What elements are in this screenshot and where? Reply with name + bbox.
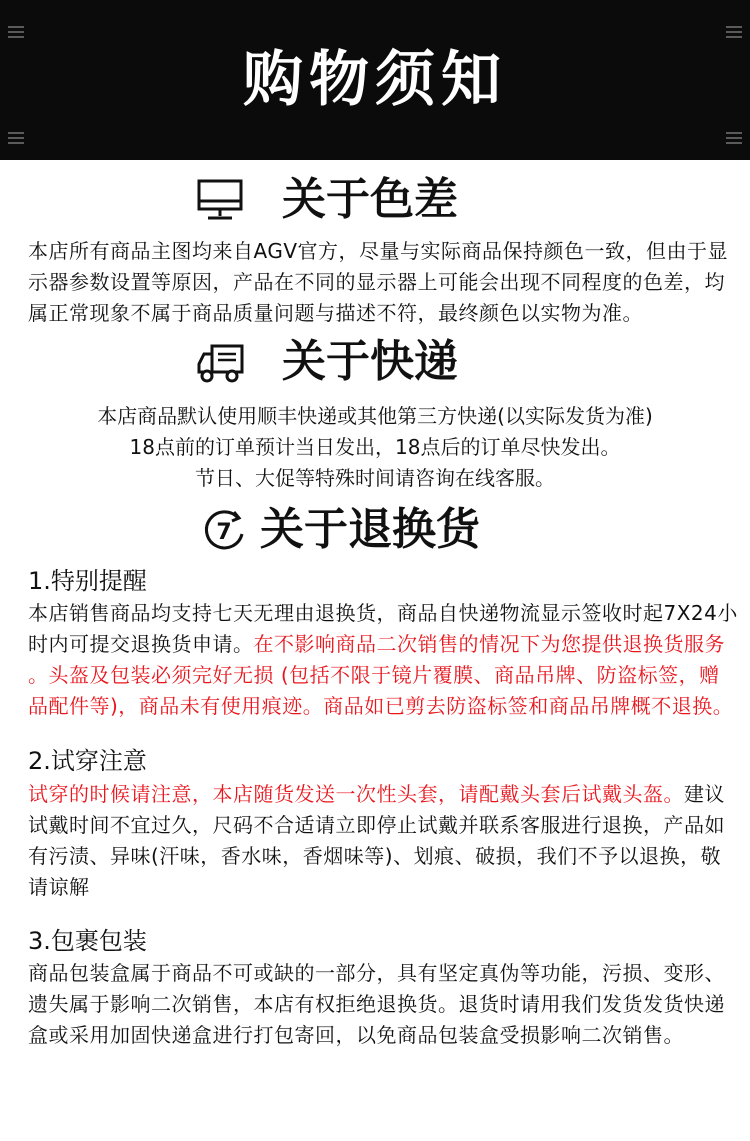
section-title-shipping: 关于快递	[282, 336, 458, 387]
section-heading-shipping	[0, 334, 750, 394]
text-line: 商品包装盒属于商品不可或缺的一部分，具有坚定真伪等功能，污损、变形、	[28, 961, 725, 985]
text-black: 时内可提交退换货申请。	[28, 632, 254, 656]
corner-lines-icon	[8, 26, 24, 38]
section-heading-color	[0, 172, 750, 232]
text-black: 建议	[684, 782, 725, 806]
text-line: 本店所有商品主图均来自AGV官方，尽量与实际商品保持颜色一致，但由于显	[28, 239, 729, 263]
corner-lines-icon	[726, 26, 742, 38]
corner-lines-icon	[8, 132, 24, 144]
color-paragraph	[28, 236, 728, 329]
monitor-icon	[196, 176, 244, 224]
returns-item-2-paragraph	[28, 779, 728, 903]
section-title-returns: 关于退换货	[260, 504, 480, 555]
text-line: 本店销售商品均支持七天无理由退换货，商品自快递物流显示签收时起7X24小	[28, 601, 738, 625]
returns-item-heading: 2.试穿注意	[28, 747, 147, 775]
text-line: 试戴时间不宜过久，尺码不合适请立即停止试戴并联系客服进行退换，产品如	[28, 813, 725, 837]
text-red-highlight: 在不影响商品二次销售的情况下为您提供退换货服务	[253, 632, 725, 656]
delivery-truck-icon	[196, 338, 246, 386]
text-red-highlight: 品配件等)，商品未有使用痕迹。商品如已剪去防盗标签和商品吊牌概不退换。	[28, 694, 734, 718]
text-red-highlight: 试穿的时候请注意，本店随货发送一次性头套，请配戴头套后试戴头盔。	[28, 782, 684, 806]
text-line: 节日、大促等特殊时间请咨询在线客服。	[195, 466, 555, 490]
returns-item-heading: 1.特别提醒	[28, 567, 147, 595]
section-heading-returns	[0, 502, 750, 562]
text-line: 本店商品默认使用顺丰快递或其他第三方快递(以实际发货为准)	[97, 404, 653, 428]
text-line	[28, 629, 748, 660]
returns-item-3-paragraph	[28, 958, 728, 1051]
text-line: 遗失属于影响二次销售，本店有权拒绝退换货。退货时请用我们发货发货快递	[28, 992, 725, 1016]
section-title-color: 关于色差	[282, 174, 458, 225]
text-line: 盒或采用加固快递盒进行打包寄回，以免商品包装盒受损影响二次销售。	[28, 1023, 684, 1047]
return-days-label: 7	[216, 520, 232, 545]
text-line	[28, 779, 728, 810]
text-red-highlight: 。头盔及包装必须完好无损 (包括不限于镜片覆膜、商品吊牌、防盗标签，赠	[28, 663, 720, 687]
returns-item-1-paragraph	[28, 598, 748, 722]
page-title: 购物须知	[243, 45, 507, 115]
returns-item-heading: 3.包裹包装	[28, 927, 147, 955]
text-line: 18点前的订单预计当日发出，18点后的订单尽快发出。	[129, 435, 621, 459]
shipping-paragraph	[0, 401, 750, 494]
text-line: 示器参数设置等原因，产品在不同的显示器上可能会出现不同程度的色差，均	[28, 270, 725, 294]
corner-lines-icon	[726, 132, 742, 144]
header-banner	[0, 0, 750, 160]
text-line: 请谅解	[28, 875, 90, 899]
text-line: 属正常现象不属于商品质量问题与描述不符，最终颜色以实物为准。	[28, 301, 643, 325]
seven-day-return-icon	[200, 506, 248, 554]
text-line: 有污渍、异味(汗味，香水味，香烟味等)、划痕、破损，我们不予以退换，敬	[28, 844, 722, 868]
